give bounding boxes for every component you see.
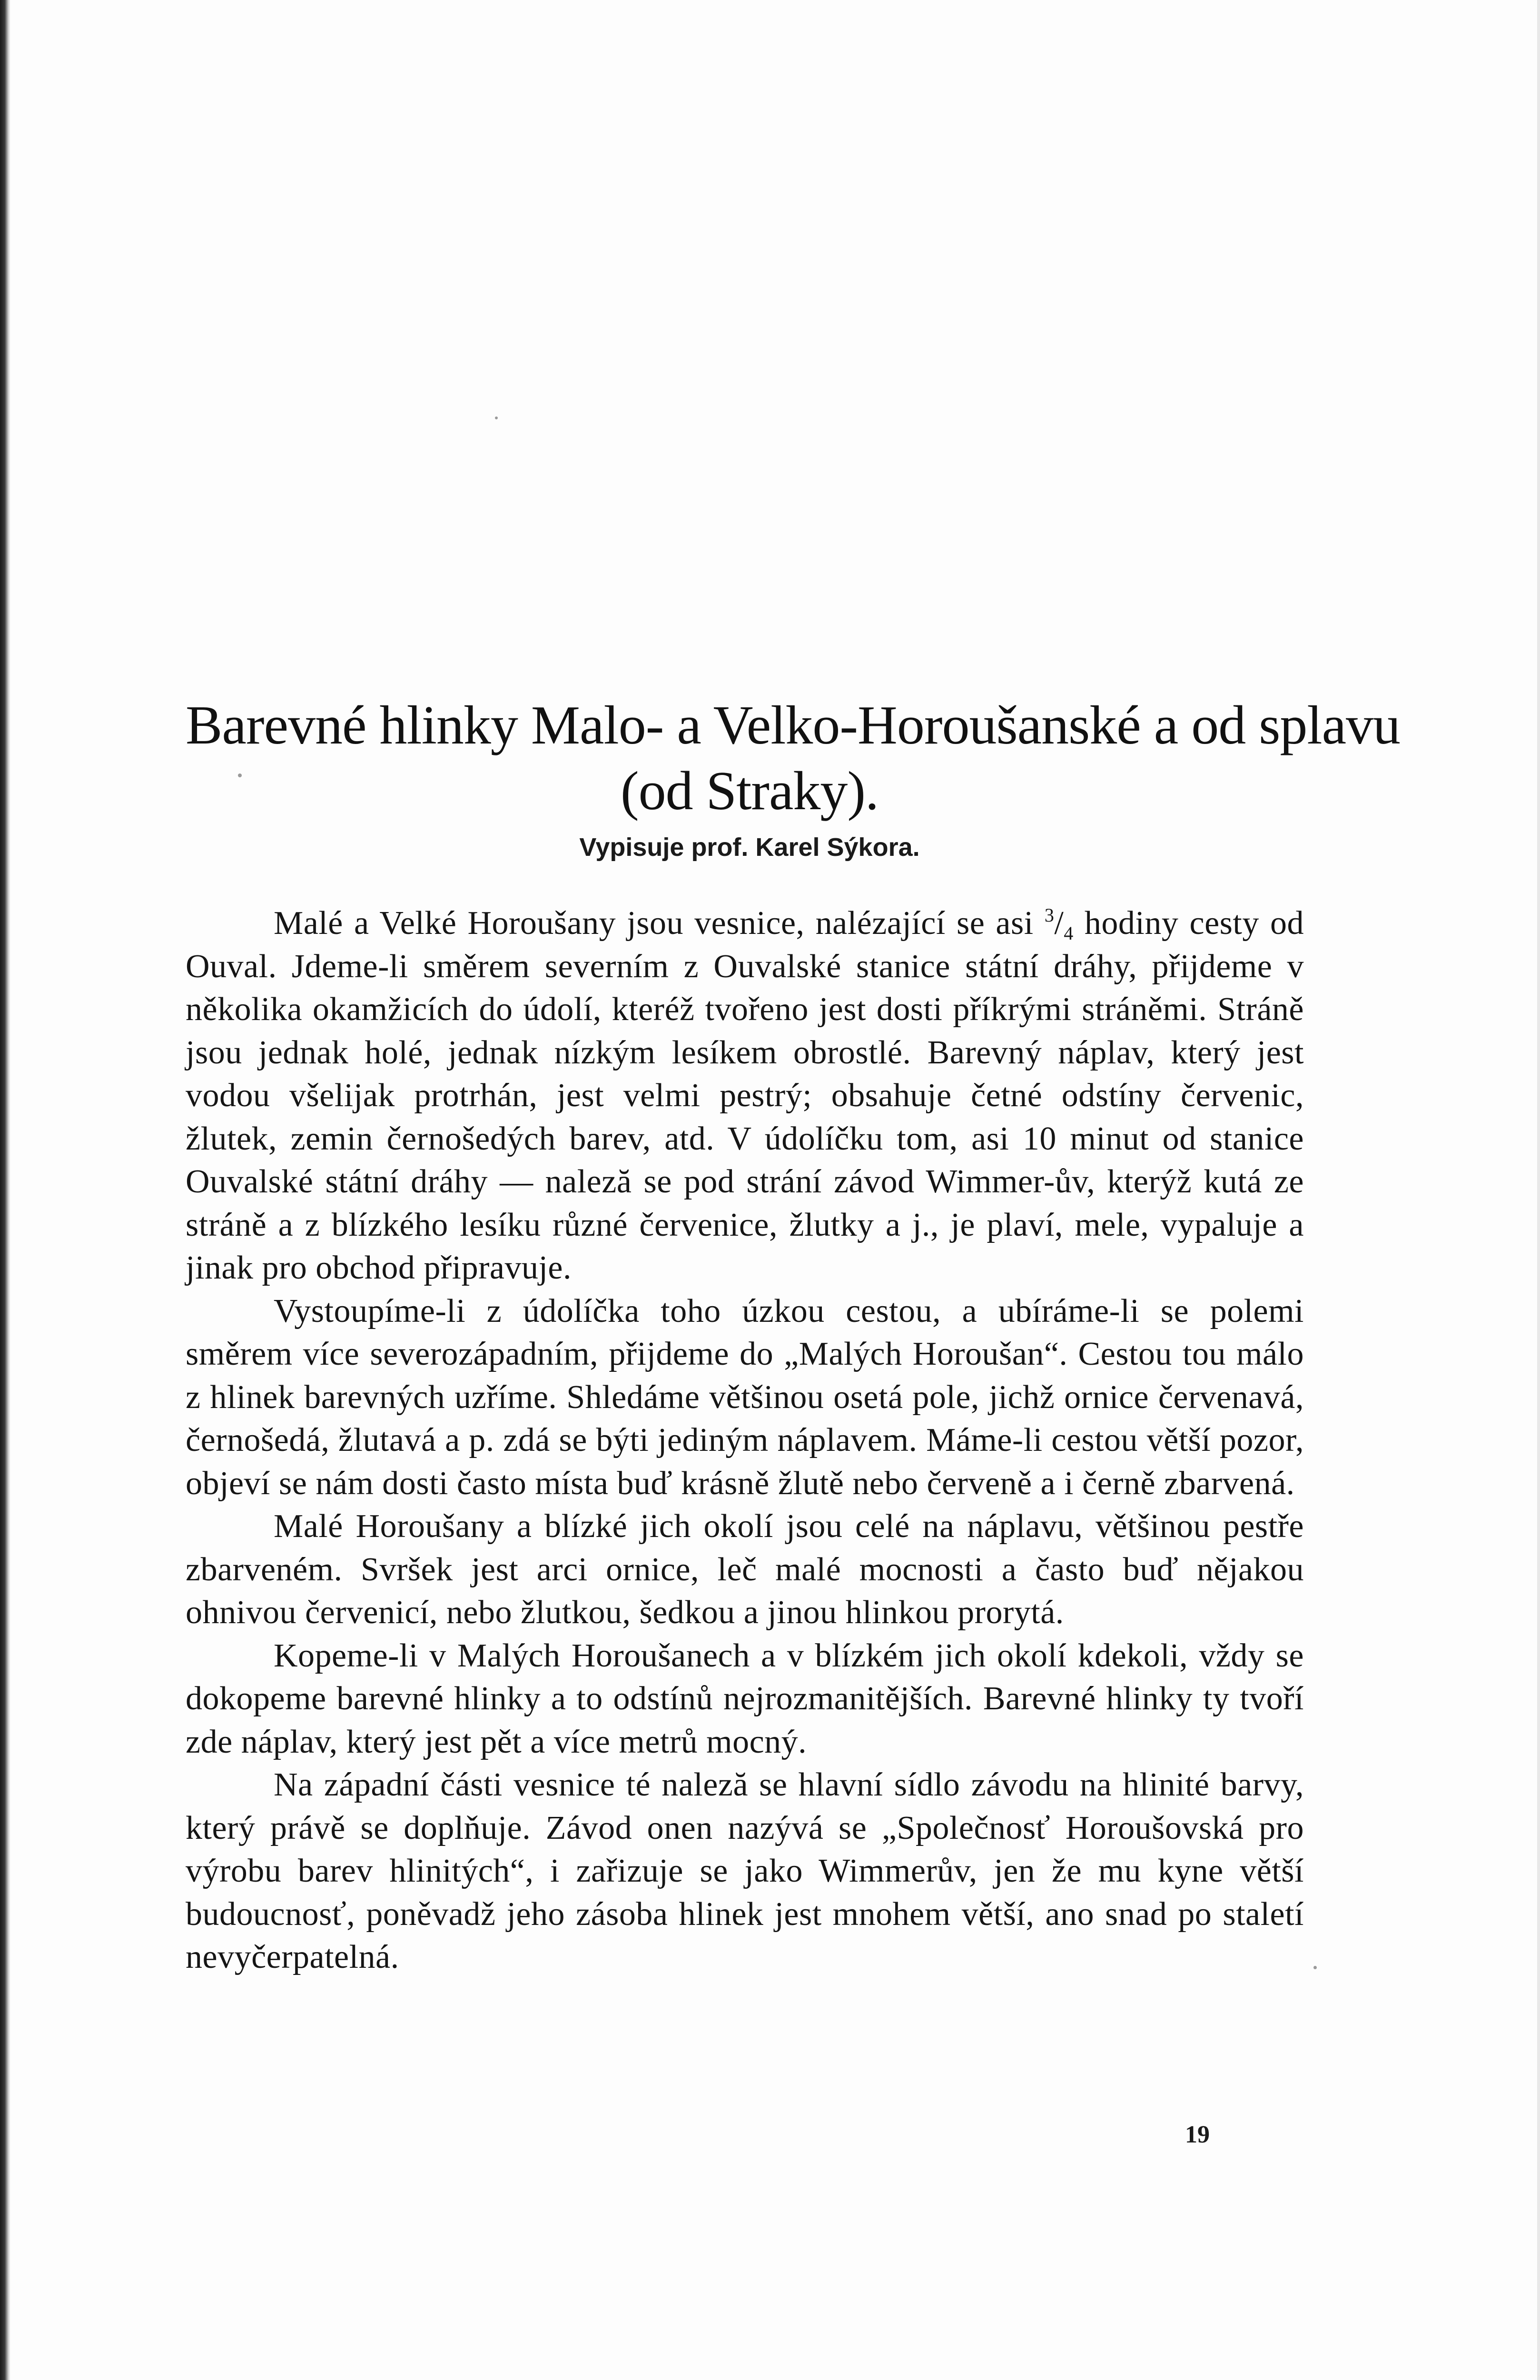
page-edge	[1537, 0, 1540, 2380]
scan-speck	[1313, 1966, 1317, 1969]
book-spine-shadow	[0, 0, 10, 2380]
paragraph-1-start: Malé a Velké Horoušany jsou vesnice, nalézající se asi	[274, 905, 1045, 942]
paragraph-1	[186, 902, 1304, 1290]
fraction-three-quarters: $^3/_4$	[1044, 904, 1074, 944]
fraction-denominator: 4	[1064, 922, 1074, 944]
page-number: 19	[1185, 2121, 1210, 2148]
paragraph-2: Vystoupíme-li z údolíčka toho úzkou cestou, a ubíráme-li se polemi směrem více severozápadním, přijdeme do „Malých Horoušan“. Cestou tou málo z hlinek barevných uzříme. Shledáme většinou osetá pole, jichž ornice červenavá, černošedá, žlutavá a p. zdá se býti jediným náplavem. Máme-li cestou větší pozor, objeví se nám dosti často místa buď krásně žlutě nebo červeně a i černě zbarvená.	[186, 1292, 1304, 1502]
title-line-1: Barevné hlinky Malo- a Velko-Horoušanské a od splavu	[186, 695, 1401, 756]
fraction-numerator: 3	[1044, 904, 1055, 926]
article-title	[186, 693, 1401, 824]
article-body	[186, 902, 1304, 1979]
scan-speck	[238, 774, 242, 777]
paragraph-3: Malé Horoušany a blízké jich okolí jsou celé na náplavu, většinou pestře zbarveném. Svršek jest arci ornice, leč malé mocnosti a často buď nějakou ohnivou červenicí, nebo žlutkou, šedkou a jinou hlinkou prorytá.	[186, 1508, 1304, 1631]
scan-speck	[495, 416, 498, 419]
paragraph-5: Na západní části vesnice té naleză se hlavní sídlo závodu na hlinité barvy, který právě se doplňuje. Závod onen nazývá se „Společnosť Horoušovská pro výrobu barev hlinitých“, i zařizuje se jako Wimmerův, jen že mu kyne větší budoucnosť, poněvadž jeho zásoba hlinek jest mnohem větší, ano snad po staletí nevyčerpatelná.	[186, 1766, 1304, 1975]
title-line-2: (od Straky).	[620, 761, 879, 822]
paragraph-1-rest: hodiny cesty od Ouval. Jdeme-li směrem severním z Ouvalské stanice státní dráhy, přijdeme v několika okamžicích do údolí, kteréž tvořeno jest dosti příkrými stráněmi. Stráně jsou jednak holé, jednak nízkým lesíkem obrostlé. Barevný náplav, který jest vodou všelijak protrhán, jest velmi pestrý; obsahuje četné odstíny červenic, žlutek, zemin černošedých barev, atd. V údolíčku tom, asi 10 minut od stanice Ouvalské státní dráhy — naleză se pod strání závod Wimmer-ův, kterýž kutá ze stráně a z blízkého lesíku různé červenice, žlutky a j., je plaví, mele, vypaluje a jinak pro obchod připravuje.	[186, 905, 1304, 1286]
paragraph-4: Kopeme-li v Malých Horoušanech a v blízkém jich okolí kdekoli, vždy se dokopeme barevné hlinky a to odstínů nejrozmanitějších. Barevné hlinky ty tvoří zde náplav, který jest pět a více metrů mocný.	[186, 1637, 1304, 1760]
author-byline: Vypisuje prof. Karel Sýkora.	[579, 833, 920, 862]
